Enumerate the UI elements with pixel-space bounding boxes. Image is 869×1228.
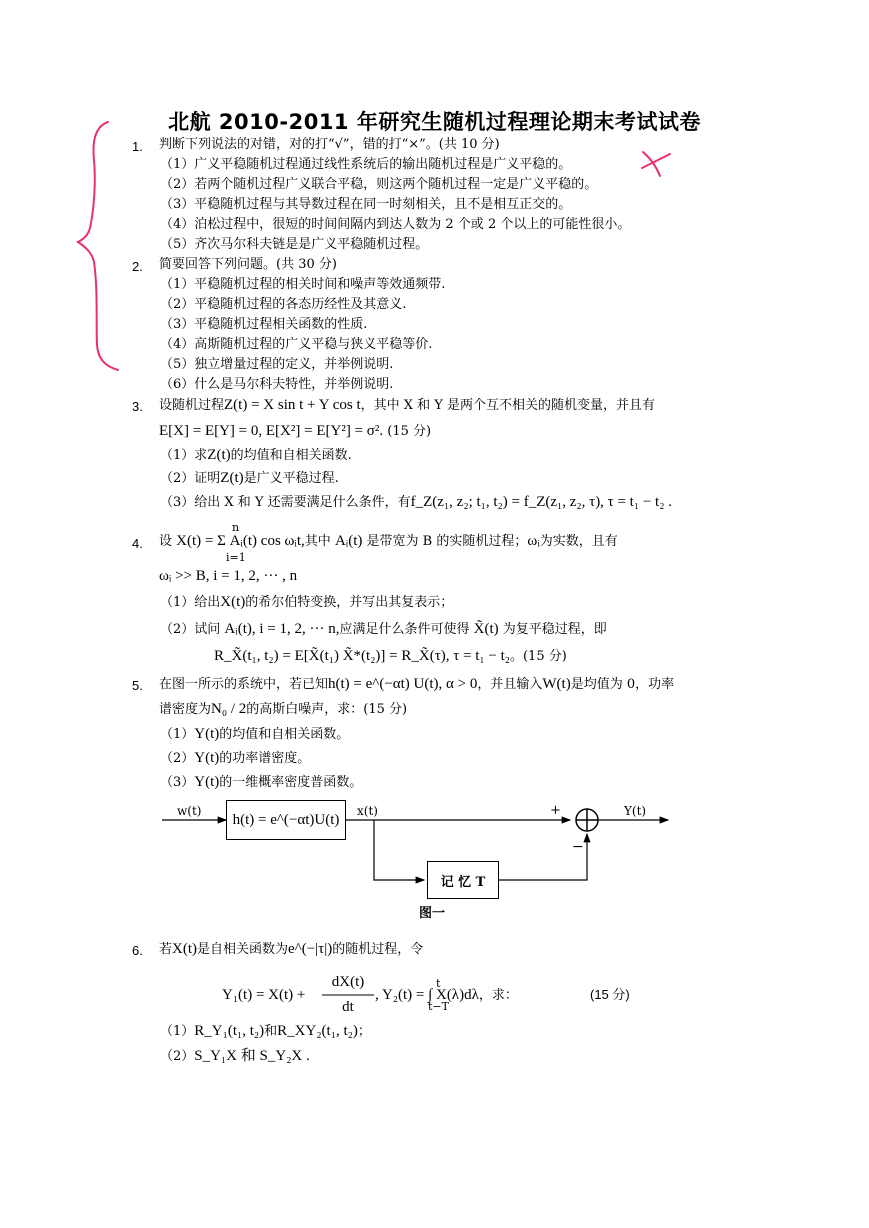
q3-item-1-prefix: （1）求 (160, 448, 208, 463)
q5-item-3-formula: Y(t) (194, 774, 220, 790)
q5-line1-text-b: ，并且输入 (477, 677, 543, 692)
q5-item-1-prefix: （1） (160, 727, 195, 742)
q3-line1-text-a: 设随机过程 (159, 398, 225, 413)
q2-number: 2. (132, 259, 143, 274)
q1-stem: 判断下列说法的对错，对的打“√”，错的打“×”。(共 10 分) (159, 137, 500, 152)
q1-item-3: （3）平稳随机过程与其导数过程在同一时刻相关，且不是相互正交的。 (160, 197, 572, 212)
q5-formula-w: W(t) (542, 676, 571, 692)
q3-item-1-formula: Z(t) (207, 447, 231, 463)
label-w: w(t) (177, 804, 202, 818)
q4-formula-x: X(t) = Σ Aᵢ(t) cos ωᵢt, (176, 533, 305, 549)
q4-item-1-prefix: （1）给出 (160, 595, 221, 610)
q4-item-2-formula-2: X̃(t) (473, 621, 499, 637)
q1-item-2: （2）若两个随机过程广义联合平稳，则这两个随机过程一定是广义平稳的。 (160, 177, 598, 192)
q6-item-2-formula: S_Y₁X 和 S_Y₂X . (194, 1048, 310, 1064)
q1-item-5: （5）齐次马尔科夫链是是广义平稳随机过程。 (160, 237, 429, 252)
q4-line1-text-c: 是带宽为 B 的实随机过程； (366, 534, 528, 549)
q6-item-1-and: 和 (264, 1024, 278, 1039)
q6-frac-den-text: dt (342, 999, 354, 1015)
q5-line2-text-a: 谱密度为 (159, 702, 212, 717)
q4-item-1-formula: X(t) (220, 594, 246, 610)
q6-item-1 (160, 1022, 371, 1041)
q6-item-1-formula: R_Y₁(t₁, t₂) (194, 1023, 265, 1039)
q6-item-1-formula-2: R_XY₂(t₁, t₂) (277, 1023, 358, 1039)
q3-number: 3. (132, 399, 143, 414)
q5-line2-text-b: 的高斯白噪声，求：(15 分) (246, 702, 408, 717)
q6-formula-exp: e^(−|τ|) (288, 941, 333, 957)
q4-line1-text-b: 其中 (304, 534, 331, 549)
q5-formula-h: h(t) = e^(−αt) U(t), α > 0 (328, 676, 478, 692)
label-minus: − (572, 839, 584, 855)
q3-line1-text-b: ，其中 X 和 Y 是两个互不相关的随机变量，并且有 (360, 398, 656, 413)
q5-item-2-text: 的功率谱密度。 (219, 751, 311, 766)
q6-eq-tail: ，求： (478, 988, 518, 1003)
q5-item-2-formula: Y(t) (194, 750, 220, 766)
q6-line1-text-b: 是自相关函数为 (197, 942, 289, 957)
q5-item-2-prefix: （2） (160, 751, 195, 766)
q6-formula-x: X(t) (172, 941, 198, 957)
q6-line1-text-c: 的随机过程，令 (332, 942, 424, 957)
q6-score: (15 分) (590, 987, 630, 1002)
q2-item-5: （5）独立增量过程的定义，并举例说明. (160, 357, 394, 372)
q6-item-2 (160, 1047, 310, 1066)
page-title: 北航 2010-2011 年研究生随机过程理论期末考试试卷 (168, 110, 701, 134)
figure-caption: 图一 (419, 906, 446, 921)
q6-eq-left-text: Y₁(t) = X(t) + (222, 987, 306, 1003)
q6-frac-num-text: dX(t) (331, 974, 365, 990)
q5-line1-text-a: 在图一所示的系统中，若已知 (159, 677, 329, 692)
q3-item-2-formula: Z(t) (220, 470, 244, 486)
q4-item-2-text-c: 为复平稳过程，即 (502, 622, 607, 637)
q4-line1-text-d: 为实数，且有 (539, 534, 618, 549)
label-x: x(t) (357, 804, 378, 818)
q3-formula-moments: E[X] = E[Y] = 0, E[X²] = E[Y²] = σ². (159, 423, 384, 439)
q1-item-1: （1）广义平稳随机过程通过线性系统后的输出随机过程是广义平稳的。 (160, 157, 572, 172)
memory-box-label: 记 忆 T (440, 874, 486, 890)
q4-sum-upper: n (232, 521, 240, 534)
q6-int-upper: t (436, 977, 441, 990)
q4-formula-r: R_X̃(t₁, t₂) = E[X̃(t₁) X̃*(t₂)] = R_X̃(τ), τ = t₁ − t₂ (214, 648, 510, 664)
label-plus: + (550, 803, 561, 818)
label-y: Y(t) (624, 804, 647, 818)
q2-stem: 简要回答下列问题。(共 30 分) (159, 257, 337, 272)
q6-int-lower: t−T (428, 1000, 449, 1013)
q5-item-3-prefix: （3） (160, 775, 195, 790)
q4-item-2-formula: Aᵢ(t), i = 1, 2, ··· n, (224, 621, 340, 637)
q3-item-3-text: （3）给出 X 和 Y 还需要满足什么条件，有 (160, 495, 411, 510)
q3-item-3-formula: f_Z(z₁, z₂; t₁, t₂) = f_Z(z₁, z₂, τ), τ = t₁ − t₂ . (410, 494, 672, 510)
q1-item-4: （4）泊松过程中，很短的时间间隔内到达人数为 2 个或 2 个以上的可能性很小。 (160, 217, 631, 232)
q4-formula-omega: ωᵢ (527, 533, 540, 549)
q5-formula-n0: N₀ / 2 (211, 701, 247, 717)
q5-line1-text-c: 是均值为 0，功率 (570, 677, 675, 692)
q2-item-4: （4）高斯随机过程的广义平稳与狭义平稳等价. (160, 337, 433, 352)
q3-item-2-text: 是广义平稳过程. (243, 471, 339, 486)
q6-item-1-end: ； (357, 1024, 371, 1039)
q5-item-3-text: 的一维概率密度普函数。 (219, 775, 363, 790)
filter-box-label: h(t) = e^(−αt)U(t) (232, 811, 340, 828)
q5-number: 5. (132, 678, 143, 693)
q3-item-2-prefix: （2）证明 (160, 471, 221, 486)
q1-number: 1. (132, 139, 143, 154)
q4-formula-condition: ωᵢ >> B, i = 1, 2, ··· , n (159, 568, 298, 584)
q4-item-2-prefix: （2）试问 (160, 622, 221, 637)
q2-item-2: （2）平稳随机过程的各态历经性及其意义. (160, 297, 407, 312)
q3-formula-z: Z(t) = X sin t + Y cos t (224, 397, 361, 413)
q2-item-6: （6）什么是马尔科夫特性，并举例说明. (160, 377, 394, 392)
q2-item-1: （1）平稳随机过程的相关时间和噪声等效通频带. (160, 277, 446, 292)
q5-item-1-formula: Y(t) (194, 726, 220, 742)
q4-line1-text-a: 设 (159, 534, 173, 549)
q6-line1-text-a: 若 (159, 942, 173, 957)
q2-item-3: （3）平稳随机过程相关函数的性质. (160, 317, 368, 332)
q3-item-1-text: 的均值和自相关函数. (230, 448, 352, 463)
q4-score: 。(15 分) (509, 649, 567, 664)
q6-number: 6. (132, 943, 143, 958)
q6-eq-right-text: , Y₂(t) = ∫ X(λ)dλ (375, 987, 479, 1003)
q4-number: 4. (132, 536, 143, 551)
q6-item-1-prefix: （1） (160, 1024, 195, 1039)
q4-item-2-text-b: 应满足什么条件可使得 (339, 622, 470, 637)
q6-frac-den (322, 998, 374, 1017)
q4-formula-a: Aᵢ(t) (334, 533, 363, 549)
q4-item-1-text: 的希尔伯特变换，并写出其复表示； (245, 595, 454, 610)
q3-score: (15 分) (387, 424, 432, 439)
q4-sum-lower: i=1 (226, 551, 246, 564)
q6-item-2-prefix: （2） (160, 1049, 195, 1064)
q5-item-1-text: 的均值和自相关函数。 (219, 727, 350, 742)
